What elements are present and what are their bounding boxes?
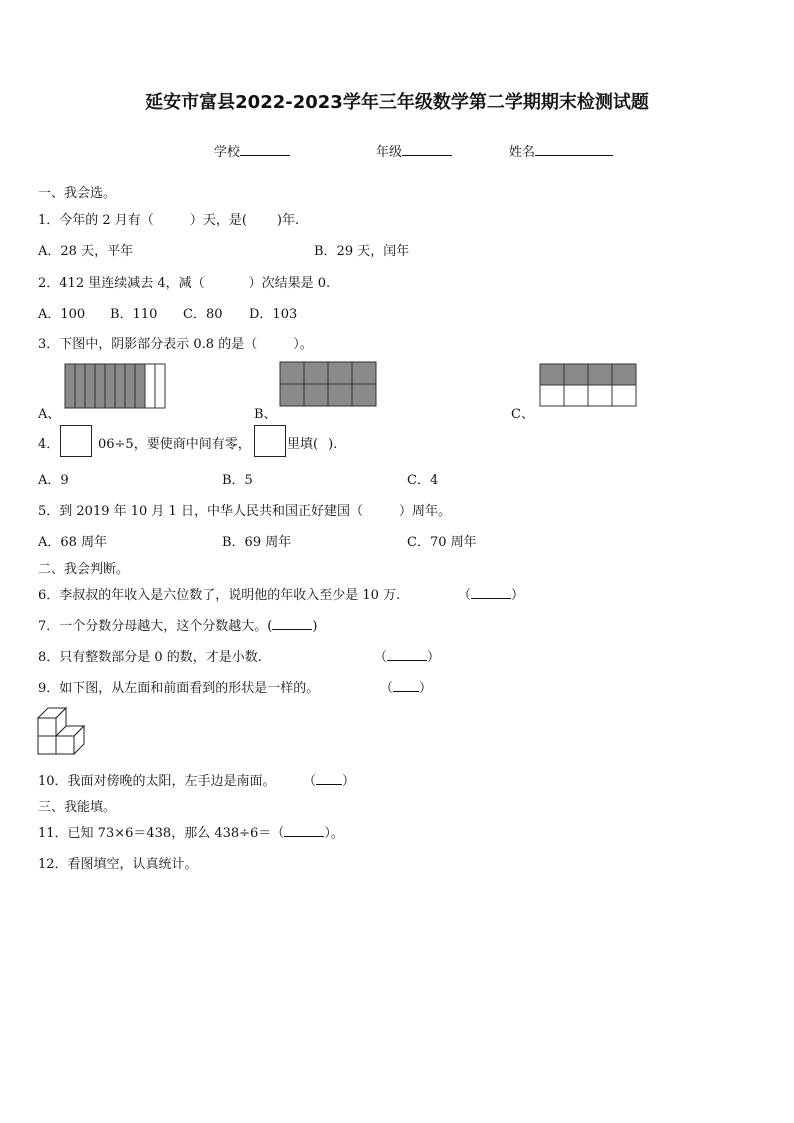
q4-text-c: ). (328, 437, 338, 452)
q4-text-b: 里填( (287, 437, 319, 452)
school-blank[interactable] (240, 143, 290, 156)
question-11 (38, 822, 344, 841)
question-12: 12．看图填空，认真统计。 (38, 857, 198, 872)
q9-answer[interactable] (380, 677, 432, 696)
name-label: 姓名 (509, 145, 536, 160)
q3-option-c-label[interactable]: C、 (511, 407, 534, 422)
q8-answer[interactable] (374, 646, 440, 665)
figure-b-grid (280, 362, 376, 406)
q9-paren-left: （ (380, 681, 394, 696)
page-title: 延安市富县2022-2023学年三年级数学第二学期期末检测试题 (145, 92, 649, 113)
question-5 (38, 500, 451, 519)
school-label: 学校 (214, 145, 241, 160)
q4-number: 4． (38, 437, 60, 452)
name-field[interactable] (509, 141, 613, 160)
q8-paren-left: （ (374, 650, 388, 665)
q4-text-b-wrap (287, 433, 337, 452)
grade-label: 年级 (376, 145, 403, 160)
q11-text: 11．已知 73×6＝438，那么 438÷6＝（ (38, 826, 285, 841)
figure-a-strips (65, 364, 165, 408)
q10-paren-right: ） (342, 774, 356, 789)
q4-digit-box-2[interactable] (254, 425, 286, 457)
q9-blank[interactable] (393, 679, 419, 692)
q1-option-b[interactable]: B．29 天，闰年 (314, 244, 410, 259)
school-field[interactable] (214, 141, 290, 160)
figure-c-grid (540, 364, 636, 406)
q7-blank[interactable] (272, 617, 312, 630)
q3-option-a-label[interactable]: A、 (38, 407, 61, 422)
question-7 (38, 615, 317, 634)
q6-answer[interactable] (458, 584, 524, 603)
q11-paren-right: ）。 (324, 826, 344, 841)
question-1 (38, 209, 299, 228)
question-9: 9．如下图，从左面和前面看到的形状是一样的。 (38, 681, 320, 696)
section-1-heading: 一、我会选。 (38, 186, 117, 201)
q1-option-a[interactable]: A．28 天，平年 (38, 244, 134, 259)
q3-text-b: ）。 (293, 337, 313, 352)
q7-paren-right: ) (312, 619, 318, 634)
q2-text-a: 2．412 里连续减去 4，减（ (38, 276, 205, 291)
cube-stack-figure (37, 706, 87, 756)
q5-text-b: ）周年。 (398, 504, 451, 519)
section-2-heading: 二、我会判断。 (38, 562, 130, 577)
q5-option-a[interactable]: A．68 周年 (38, 535, 108, 550)
q7-text: 7．一个分数分母越大，这个分数越大。( (38, 619, 273, 634)
q5-option-c[interactable]: C．70 周年 (407, 535, 477, 550)
q4-text-a: 06÷5，要使商中间有零， (98, 437, 251, 452)
q4-option-a[interactable]: A．9 (38, 473, 69, 488)
q11-blank[interactable] (284, 824, 324, 837)
q1-text-c: )年. (276, 213, 300, 228)
question-8: 8．只有整数部分是 0 的数，才是小数. (38, 650, 262, 665)
q6-blank[interactable] (471, 586, 511, 599)
q5-option-b[interactable]: B．69 周年 (222, 535, 292, 550)
q10-answer[interactable] (303, 770, 355, 789)
question-2 (38, 272, 330, 291)
q9-paren-right: ） (419, 681, 433, 696)
grade-blank[interactable] (402, 143, 452, 156)
q8-paren-right: ） (427, 650, 441, 665)
q2-option-c[interactable]: C．80 (183, 307, 223, 322)
q2-option-a[interactable]: A．100 (38, 307, 86, 322)
q2-option-d[interactable]: D．103 (249, 307, 298, 322)
question-10: 10．我面对傍晚的太阳，左手边是南面。 (38, 774, 276, 789)
question-3 (38, 333, 313, 352)
q5-text-a: 5．到 2019 年 10 月 1 日，中华人民共和国正好建国（ (38, 504, 363, 519)
q2-option-b[interactable]: B．110 (110, 307, 158, 322)
q10-paren-left: （ (303, 774, 317, 789)
q6-paren-right: ） (511, 588, 525, 603)
q10-blank[interactable] (316, 772, 342, 785)
q2-text-b: ）次结果是 0. (248, 276, 331, 291)
q6-paren-left: （ (458, 588, 472, 603)
q4-option-c[interactable]: C．4 (407, 473, 439, 488)
q4-option-b[interactable]: B．5 (222, 473, 253, 488)
section-3-heading: 三、我能填。 (38, 800, 117, 815)
name-blank[interactable] (535, 143, 613, 156)
q3-text-a: 3．下图中，阴影部分表示 0.8 的是（ (38, 337, 258, 352)
q8-blank[interactable] (387, 648, 427, 661)
q3-option-b-label[interactable]: B、 (254, 407, 277, 422)
q1-text-b: ）天，是( (189, 213, 247, 228)
question-6: 6．李叔叔的年收入是六位数了，说明他的年收入至少是 10 万. (38, 588, 401, 603)
grade-field[interactable] (376, 141, 452, 160)
q1-text-a: 1．今年的 2 月有（ (38, 213, 154, 228)
q4-digit-box-1[interactable] (60, 425, 92, 457)
